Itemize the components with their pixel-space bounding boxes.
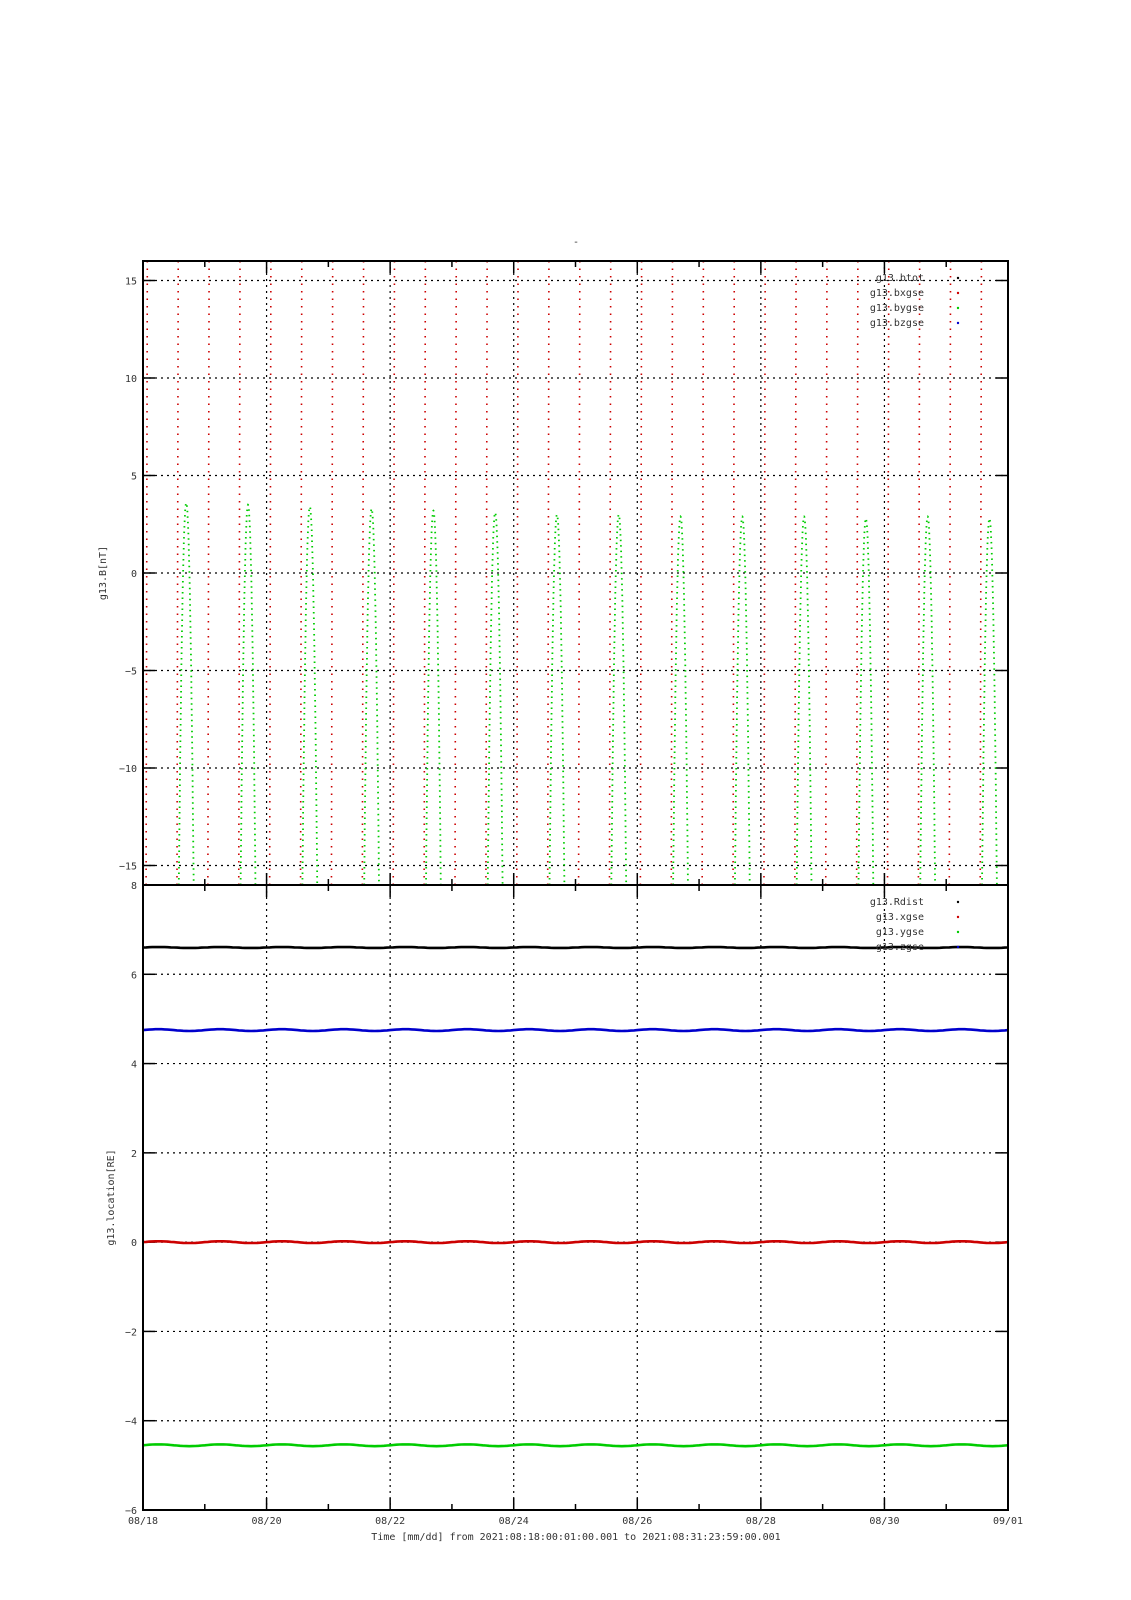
series-g13-bygse-pulse (364, 509, 379, 885)
x-tick-label: 08/28 (745, 1516, 776, 1527)
series-g13-zgse-line (143, 1029, 1008, 1031)
location-panel (106, 881, 1023, 1527)
series-g13-bygse-pulse (426, 511, 441, 885)
series-g13-bygse-pulse (673, 517, 688, 886)
legend-g13-bxgse-marker (957, 292, 959, 294)
x-tick-label: 08/18 (127, 1516, 159, 1527)
x-tick-label: 08/30 (869, 1516, 900, 1527)
x-tick-label: 08/22 (375, 1516, 406, 1527)
y-tick-label: 15 (124, 276, 137, 288)
series-g13-ygse-line (143, 1444, 1008, 1446)
legend-g13-xgse-label: g13.xgse (875, 912, 924, 923)
y-tick-label: 10 (124, 374, 137, 385)
series-g13-bygse-pulse (735, 517, 750, 886)
y-axis-label: g13.B[nT] (98, 545, 109, 601)
legend-g13-btot-marker (957, 277, 959, 279)
figure-title: - (572, 237, 580, 248)
x-axis-label: Time [mm/dd] from 2021:08:18:00:01:00.001 to 2021:08:31:23:59:00.001 (371, 1532, 781, 1543)
legend-g13-bxgse-label: g13.bxgse (869, 288, 924, 299)
y-tick-label: −4 (124, 1416, 137, 1428)
y-tick-label: 2 (130, 1148, 137, 1160)
series-g13-bygse-pulse (611, 515, 626, 886)
series-g13-bygse-pulse (920, 517, 935, 886)
x-tick-label: 08/20 (251, 1516, 282, 1527)
x-tick-label: 08/26 (622, 1516, 653, 1527)
legend-g13-bzgse-marker (957, 322, 959, 324)
legend-g13-bygse-label: g13.bygse (869, 303, 924, 314)
legend-g13-zgse-label: g13.zgse (875, 942, 924, 953)
legend-g13-ygse-marker (957, 931, 959, 933)
y-axis-label: g13.location[RE] (106, 1149, 117, 1246)
series-g13-bygse-pulse (241, 505, 256, 885)
legend-g13-bzgse-label: g13.bzgse (869, 318, 924, 329)
y-tick-label: 5 (130, 471, 137, 483)
y-tick-label: 4 (130, 1059, 137, 1071)
series-g13-bygse-pulse (179, 503, 194, 885)
series-g13-bygse-pulse (550, 515, 565, 886)
legend-g13-xgse-marker (957, 916, 959, 918)
y-tick-label: −5 (124, 666, 137, 678)
series-g13-xgse-line (143, 1241, 1008, 1243)
y-tick-label: 0 (130, 569, 137, 580)
x-tick-label: 09/01 (992, 1516, 1024, 1527)
series-g13-bygse-pulse (797, 517, 812, 886)
plot-frame (143, 885, 1008, 1510)
y-tick-label: 0 (130, 1238, 137, 1250)
magnetic-field-panel (98, 261, 1012, 885)
legend-g13-btot-label: g13.btot (875, 273, 924, 284)
series-group (143, 947, 1008, 1446)
legend-g13-rdist-marker (957, 901, 959, 903)
series-g13-bygse-pulse (859, 518, 874, 885)
y-tick-label: −15 (118, 861, 137, 873)
y-tick-label: −2 (124, 1327, 137, 1339)
x-tick-label: 08/24 (498, 1516, 529, 1527)
y-tick-label: 8 (130, 881, 137, 892)
legend-g13-bygse-marker (957, 307, 959, 309)
legend-g13-rdist-label: g13.Rdist (869, 897, 924, 908)
y-tick-label: −6 (124, 1506, 137, 1517)
y-tick-label: −10 (118, 764, 137, 775)
series-g13-bygse-pulse (302, 507, 317, 885)
y-tick-label: 6 (130, 970, 137, 982)
legend-g13-ygse-label: g13.ygse (875, 927, 924, 938)
series-g13-bygse-pulse (488, 513, 503, 886)
legend-g13-zgse-marker (957, 946, 959, 948)
